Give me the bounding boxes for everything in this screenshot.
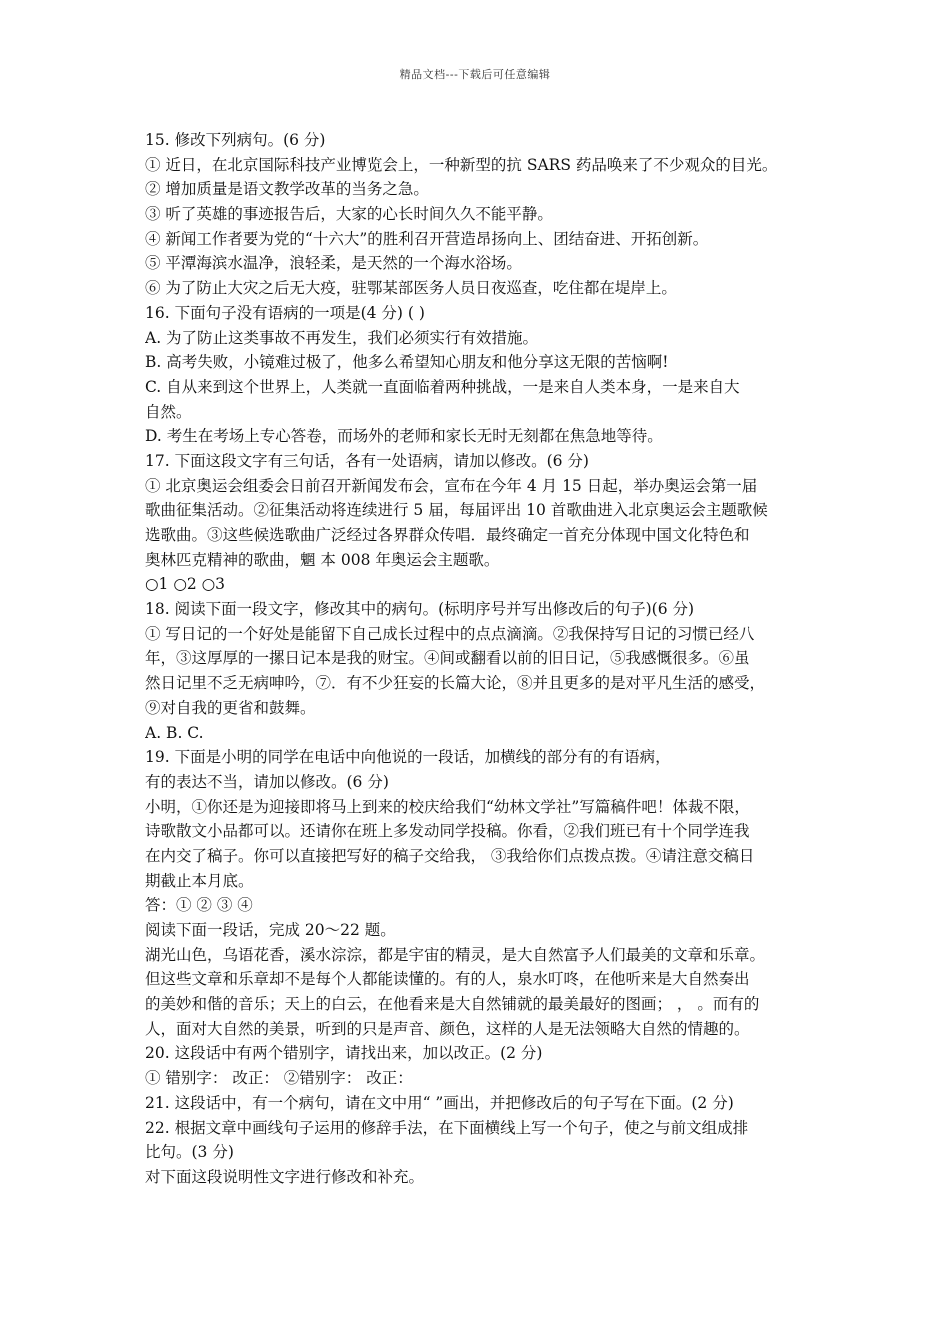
text-line: A. 为了防止这类事故不再发生，我们必须实行有效措施。 [145, 328, 539, 347]
text-line: C. 自从来到这个世界上，人类就一直面临着两种挑战，一是来自人类本身，一是来自大 [145, 377, 740, 396]
text-line: ① 写日记的一个好处是能留下自己成长过程中的点点滴滴。②我保持写日记的习惯已经八 [145, 624, 755, 643]
text-line: 奥林匹克精神的歌曲，魍 本 008 年奥运会主题歌。 [145, 550, 500, 569]
text-line: ③ 听了英雄的事迹报告后，大家的心长时间久久不能平静。 [145, 205, 553, 224]
text-line: ⑨对自我的更省和鼓舞。 [145, 698, 316, 717]
text-line: B. 高考失败，小镜难过极了，他多么希望知心朋友和他分享这无限的苦恼啊! [145, 353, 669, 372]
text-line: ⑤ 平潭海滨水温净，浪轻柔，是天然的一个海水浴场。 [145, 254, 522, 273]
text-line: 22. 根据文章中画线句子运用的修辞手法，在下面横线上写一个句子，使之与前文组成排 [145, 1118, 749, 1137]
text-line: 16. 下面句子没有语病的一项是(4 分) ( ) [145, 303, 425, 322]
text-line: 有的表达不当，请加以修改。(6 分) [145, 772, 389, 791]
text-line: ④ 新闻工作者要为党的“十六大”的胜利召开营造昂扬向上、团结奋进、开拓创新。 [145, 229, 709, 248]
text-line: 比句。(3 分) [145, 1143, 234, 1162]
text-line: 20. 这段话中有两个错别字，请找出来，加以改正。(2 分) [145, 1044, 543, 1063]
text-line: 答：① ② ③ ④ [145, 896, 253, 915]
text-line: 人，面对大自然的美景，听到的只是声音、颜色，这样的人是无法领略大自然的情趣的。 [145, 1019, 750, 1038]
text-line: 对下面这段说明性文字进行修改和补充。 [145, 1167, 425, 1186]
text-line: 阅读下面一段话，完成 20～22 题。 [145, 921, 396, 939]
text-line: 然日记里不乏无病呻吟，⑦．有不少狂妄的长篇大论，⑧并且更多的是对平凡生活的感受， [145, 674, 766, 693]
text-line: ○1 ○2 ○3 [145, 575, 226, 594]
text-line: 歌曲征集活动。②征集活动将连续进行 5 届，每届评出 10 首歌曲进入北京奥运会主题歌候 [145, 501, 768, 520]
page-header: 精品文档---下载后可任意编辑 [399, 68, 551, 81]
text-line: 选歌曲。③这些候选歌曲广泛经过各界群众传唱．最终确定一首充分体现中国文化特色和 [145, 526, 750, 544]
text-line: 年，③这厚厚的一摞日记本是我的财宝。④间或翻看以前的旧日记，⑤我感慨很多。⑥虽 [145, 649, 750, 668]
document-body [145, 128, 813, 1190]
text-line: ① 北京奥运会组委会日前召开新闻发布会，宣布在今年 4 月 15 日起，举办奥运会第一届 [145, 476, 758, 495]
text-line: 小明，①你还是为迎接即将马上到来的校庆给我们“幼林文学社”写篇稿件吧！体裁不限， [145, 797, 750, 816]
text-line: 的美妙和偕的音乐；天上的白云，在他看来是大自然铺就的最美最好的图画； ， 。而有的 [145, 995, 760, 1014]
text-line: 15. 修改下列病句。(6 分) [145, 131, 326, 149]
text-line: 18. 阅读下面一段文字，修改其中的病句。(标明序号并写出修改后的句子)(6 分) [145, 600, 695, 619]
text-line: 期截止本月底。 [145, 871, 254, 890]
text-line: 湖光山色，乌语花香，溪水淙淙，都是宇宙的精灵，是大自然富予人们最美的文章和乐章。 [145, 945, 766, 964]
text-line: ① 错别字： 改正： ②错别字： 改正： [145, 1069, 413, 1088]
text-line: ⑥ 为了防止大灾之后无大疫，驻鄂某部医务人员日夜巡查，吃住都在堤岸上。 [145, 279, 677, 298]
text-line: D. 考生在考场上专心答卷，而场外的老师和家长无时无刻都在焦急地等待。 [145, 427, 663, 446]
text-line: 诗歌散文小品都可以。还请你在班上多发动同学投稿。你看，②我们班已有十个同学连我 [145, 822, 750, 841]
text-line: 17. 下面这段文字有三句话，各有一处语病，请加以修改。(6 分) [145, 451, 589, 470]
text-line: 自然。 [145, 402, 192, 421]
text-line: ① 近日，在北京国际科技产业博览会上，一种新型的抗 SARS 药品唤来了不少观众的目光。 [145, 155, 778, 174]
text-line: 19. 下面是小明的同学在电话中向他说的一段话，加横线的部分有的有语病， [145, 748, 671, 767]
text-line: 在内交了稿子。你可以直接把写好的稿子交给我， ③我给你们点拨点拨。④请注意交稿日 [145, 846, 755, 865]
text-line: 但这些文章和乐章却不是每个人都能读懂的。有的人，泉水叮咚，在他听来是大自然奏出 [145, 970, 750, 989]
text-line: 21. 这段话中，有一个病句，请在文中用“ ”画出，并把修改后的句子写在下面。(2 分) [145, 1093, 734, 1112]
text-line: A. B. C. [145, 723, 204, 742]
text-line: ② 增加质量是语文教学改革的当务之急。 [145, 180, 429, 199]
